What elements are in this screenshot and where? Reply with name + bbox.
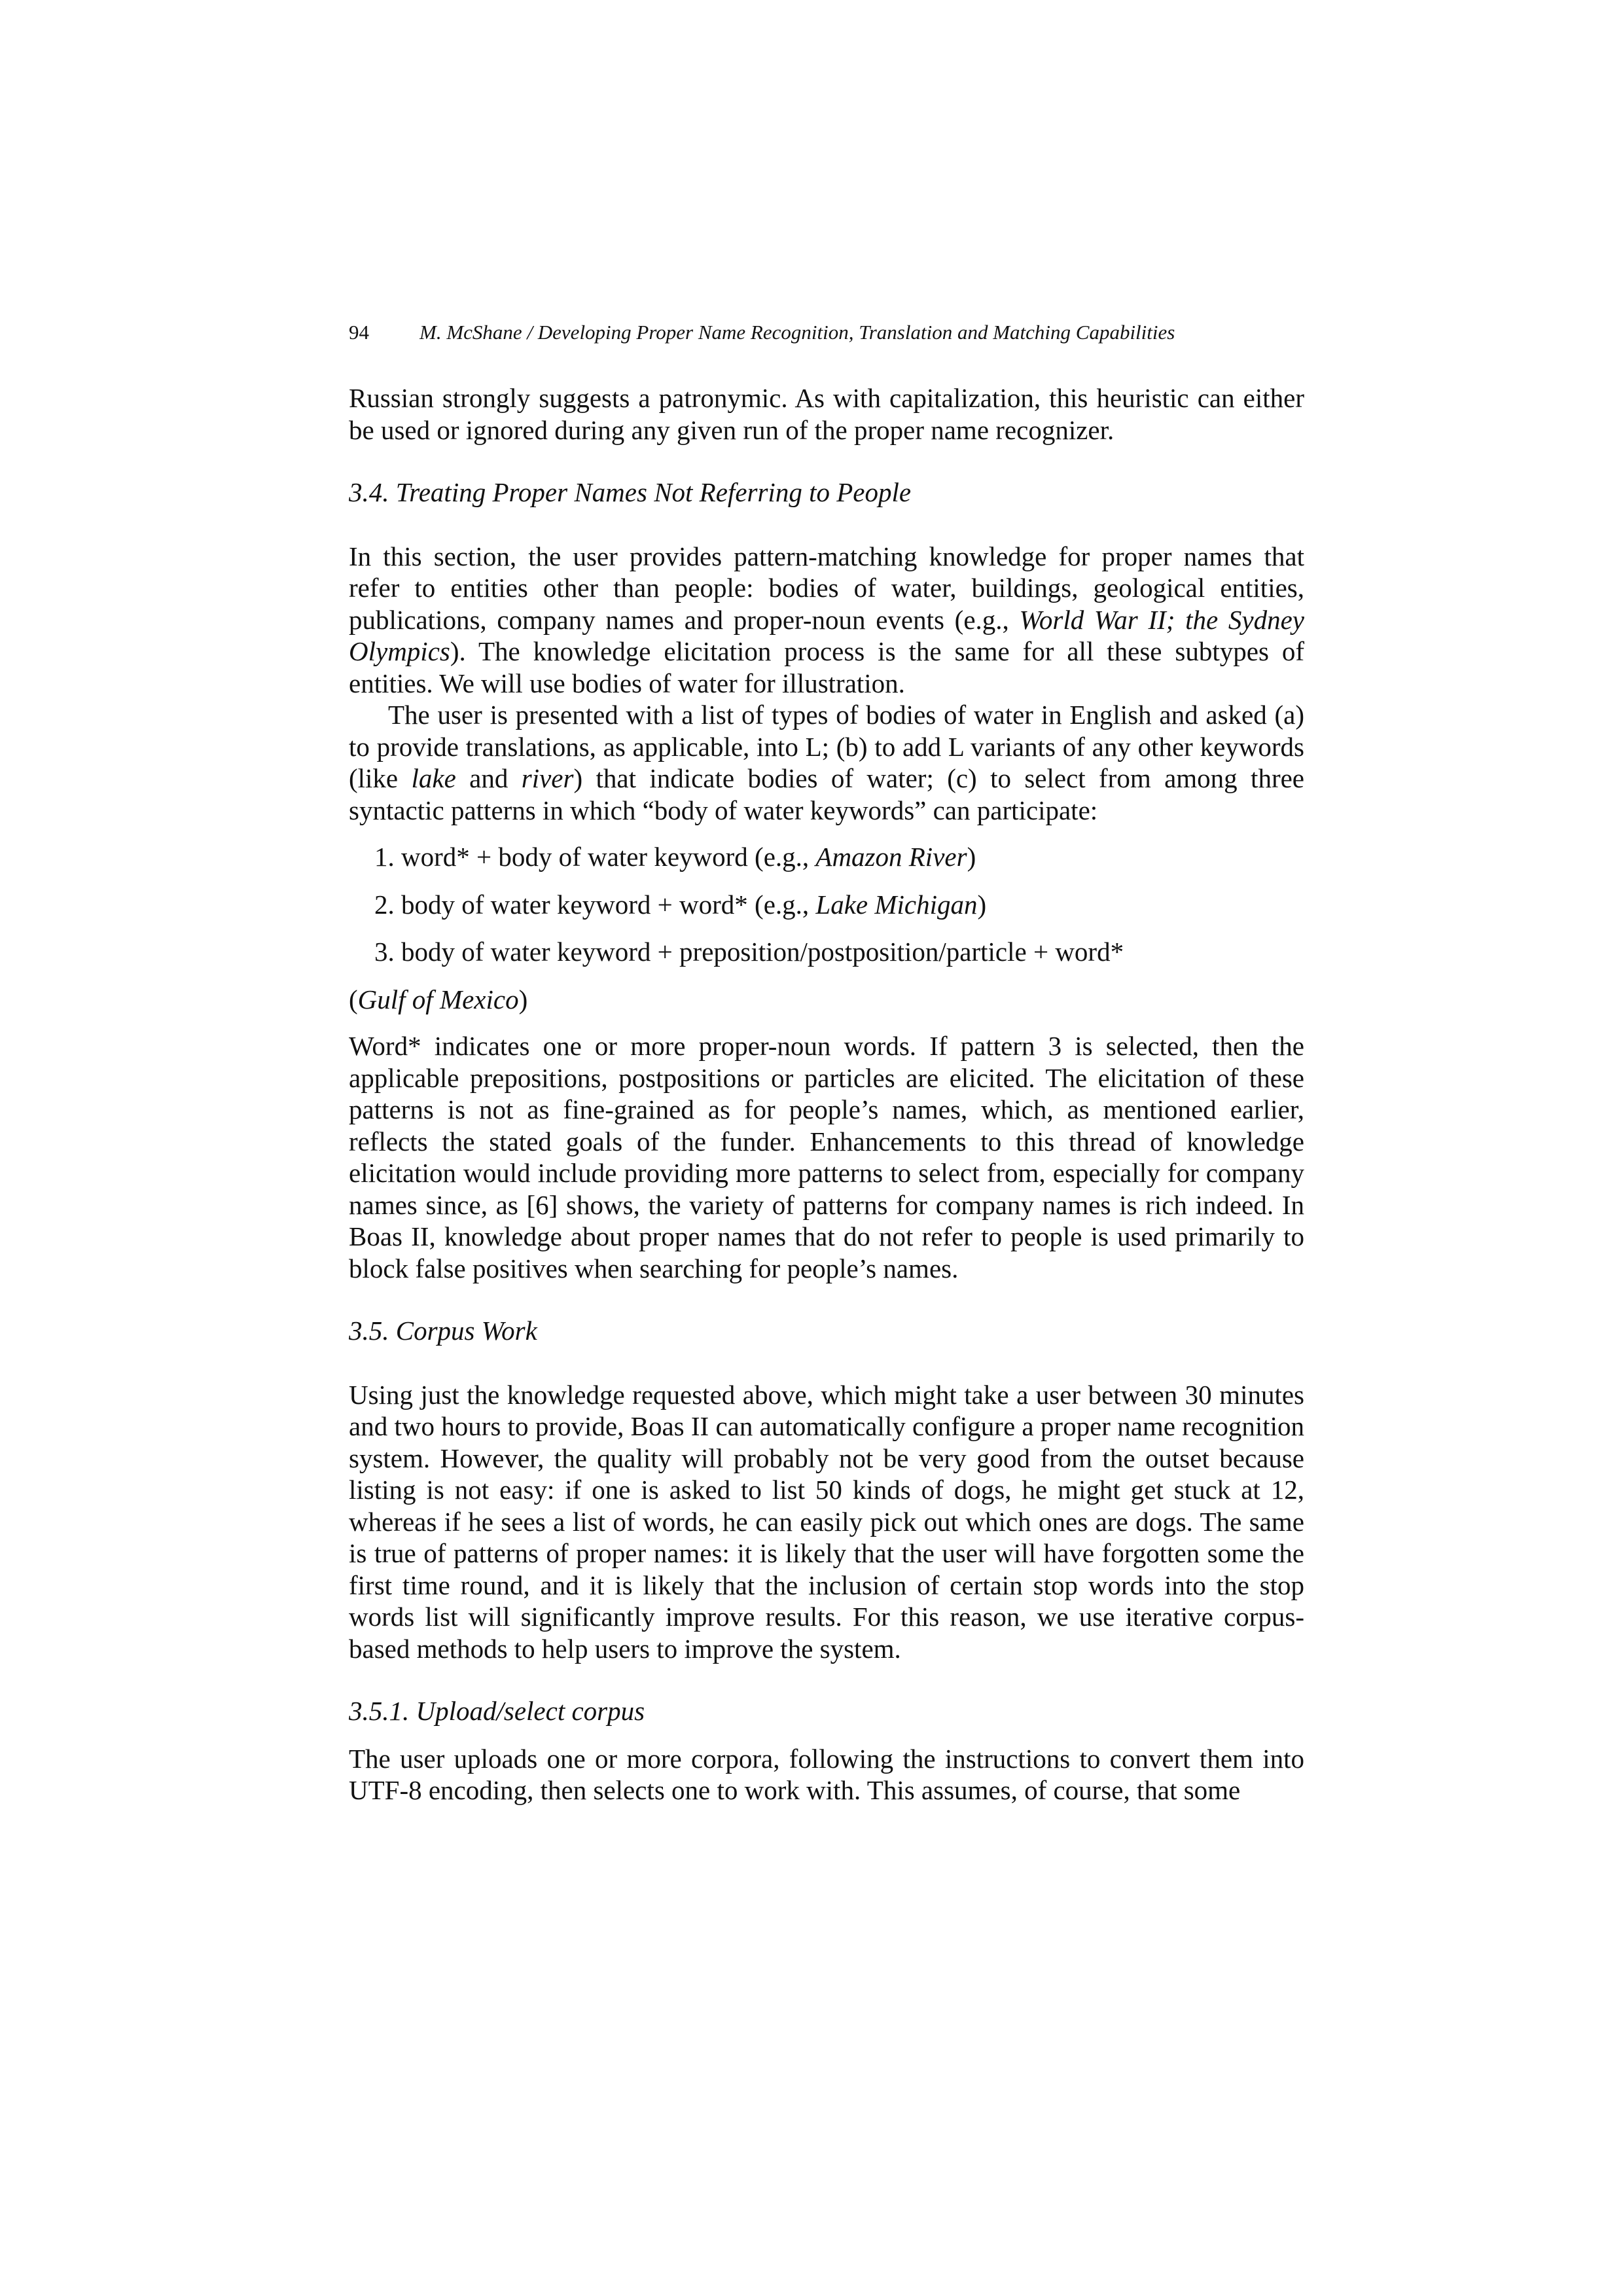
section-heading-3-5-1: 3.5.1. Upload/select corpus <box>349 1696 645 1726</box>
paragraph-3-5: Using just the knowledge requested above, which might take a user between 30 minutes and two hours to provide, Boas II can automatically configure a proper name recognition system. However, the quality will probably not be very good from the outset because listing is not easy: if one is asked to list 50 kinds of dogs, he might get stuck at 12, whereas if he sees a list of words, he can easily pick out which ones are dogs. The same is true of patterns of proper names: it is likely that the user will have forgotten some the first time round, and it is likely that the inclusion of certain stop words into the stop words list will significantly improve results. For this reason, we use iterative corpus-based methods to help users to improve the system. <box>349 1379 1304 1664</box>
paragraph-3-4-patterns: Word* indicates one or more proper-noun words. If pattern 3 is selected, then the applicable prepositions, postpositions or particles are elicited. The elicitation of these patterns is not as fine-grained as for people’s names, which, as mentioned earlier, reflects the stated goals of the funder. Enhancements to this thread of knowledge elicitation would include providing more patterns to select from, especially for company names since, as [6] shows, the variety of patterns for company names is rich indeed. In Boas II, knowledge about proper names that do not refer to people is used primarily to block false positives when searching for people’s names. <box>349 1031 1304 1283</box>
list-item: 1. word* + body of water keyword (e.g., Amazon River) <box>374 842 976 872</box>
list-item: 2. body of water keyword + word* (e.g., Lake Michigan) <box>374 889 987 920</box>
list-item: 3. body of water keyword + preposition/postposition/particle + word* <box>374 937 1124 967</box>
emphasis-river: river <box>521 763 574 793</box>
paragraph-3-4-user: The user is presented with a list of types of bodies of water in English and asked (a) to provide translations, as applicable, into L; (b) to add L variants of any other keywords (like lake and river) that indicate bodies of water; (c) to select from among three syntactic patterns in which “body of water keywords” can participate: <box>349 700 1304 825</box>
paragraph-continued: Russian strongly suggests a patronymic. As with capitalization, this heuristic can either be used or ignored during any given run of the proper name recognizer. <box>349 383 1304 445</box>
emphasis-lake: lake <box>411 763 456 793</box>
section-heading-3-4: 3.4. Treating Proper Names Not Referring to People <box>349 477 912 507</box>
paragraph-3-4-intro: In this section, the user provides pattern-matching knowledge for proper names that refer to entities other than people: bodies of water, buildings, geological entities, publications, company names and proper-noun events (e.g., World War II; the Sydney Olympics). The knowledge elicitation process is the same for all these subtypes of entities. We will use bodies of water for illustration. <box>349 541 1304 698</box>
page-number: 94 <box>349 321 369 344</box>
list-item-example: (Gulf of Mexico) <box>349 984 528 1014</box>
main-text <box>349 382 1304 1806</box>
paragraph-3-5-1: The user uploads one or more corpora, following the instructions to convert them into UTF-8 encoding, then selects one to work with. This assumes, of course, that some <box>349 1743 1304 1805</box>
emphasis-examples: World War II; the Sydney Olympics <box>349 604 1304 666</box>
running-title: M. McShane / Developing Proper Name Recognition, Translation and Matching Capabilities <box>419 321 1175 344</box>
section-heading-3-5: 3.5. Corpus Work <box>349 1316 537 1346</box>
pattern-list <box>349 841 1304 1015</box>
